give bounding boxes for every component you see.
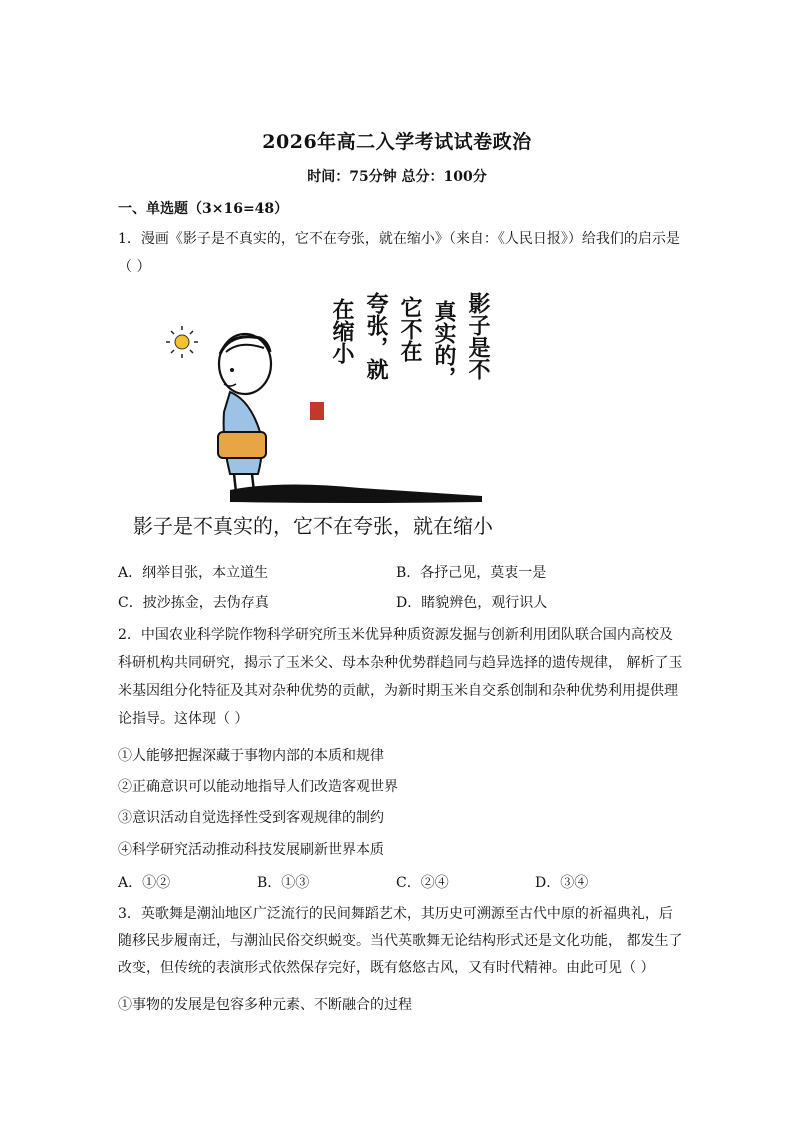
q1-option-d[interactable]: D．睹貌辨色，观行识人 (396, 595, 548, 611)
section-heading: 一、单选题（3×16=48） (118, 201, 289, 217)
q2-option-d[interactable]: D．③④ (535, 875, 589, 891)
shadow-shape (230, 484, 482, 503)
q3-stem-line3: 改变，但传统的表演形式依然保存完好，既有悠悠古风，又有时代精神。由此可见（ ） (118, 960, 655, 976)
q3-stem-line1: 3．英歌舞是潮汕地区广泛流行的民间舞蹈艺术，其历史可溯源至古代中原的祈福典礼，后 (118, 906, 673, 922)
man-figure (218, 334, 271, 492)
q2-item-3: ③意识活动自觉选择性受到客观规律的制约 (118, 810, 384, 826)
seal-stamp (310, 402, 324, 420)
q2-option-a[interactable]: A．①② (118, 875, 171, 891)
calligraphy-col5: 在缩小 (329, 298, 354, 364)
q2-item-1: ①人能够把握深藏于事物内部的本质和规律 (118, 748, 384, 764)
q3-item-1: ①事物的发展是包容多种元素、不断融合的过程 (118, 997, 412, 1013)
calligraphy-col2: 真实的， (431, 300, 456, 388)
q2-item-4: ④科学研究活动推动科技发展刷新世界本质 (118, 842, 384, 858)
q3-stem-line2: 随移民步履南迁，与潮汕民俗交织蜕变。当代英歌舞无论结构形式还是文化功能， 都发生了 (118, 933, 683, 949)
q2-option-b[interactable]: B．①③ (257, 875, 310, 891)
q1-option-c[interactable]: C．披沙拣金，去伪存真 (118, 595, 269, 611)
q1-option-b[interactable]: B．各抒己见，莫衷一是 (396, 565, 547, 581)
calligraphy-col4: 夸张，就 (363, 292, 388, 380)
cartoon-caption: 影子是不真实的，它不在夸张，就在缩小 (133, 514, 493, 538)
exam-info: 时间：75分钟 总分：100分 (307, 169, 487, 185)
q1-stem-line1: 1．漫画《影子是不真实的，它不在夸张，就在缩小》（来自：《人民日报》）给我们的启示是 (118, 231, 680, 247)
cartoon-image (160, 292, 490, 507)
calligraphy-col1: 影子是不 (465, 292, 490, 380)
q2-option-c[interactable]: C．②④ (396, 875, 449, 891)
q2-stem-line2: 科研机构共同研究，揭示了玉米父、母本杂种优势群趋同与趋异选择的遗传规律， 解析了玉 (118, 655, 683, 671)
q2-stem-line4: 论指导。这体现（ ） (118, 711, 249, 727)
q2-stem-line3: 米基因组分化特征及其对杂种优势的贡献，为新时期玉米自交系创制和杂种优势利用提供理 (118, 683, 678, 699)
q1-option-a[interactable]: A．纲举目张，本立道生 (118, 565, 269, 581)
q1-stem-line2: （ ） (118, 259, 151, 275)
q2-stem-line1: 2．中国农业科学院作物科学研究所玉米优异种质资源发掘与创新利用团队联合国内高校及 (118, 627, 673, 643)
q2-item-2: ②正确意识可以能动地指导人们改造客观世界 (118, 779, 398, 795)
page-title: 2026年高二入学考试试卷政治 (262, 131, 532, 153)
calligraphy-col3: 它不在 (397, 296, 422, 362)
sun-icon (166, 326, 198, 358)
